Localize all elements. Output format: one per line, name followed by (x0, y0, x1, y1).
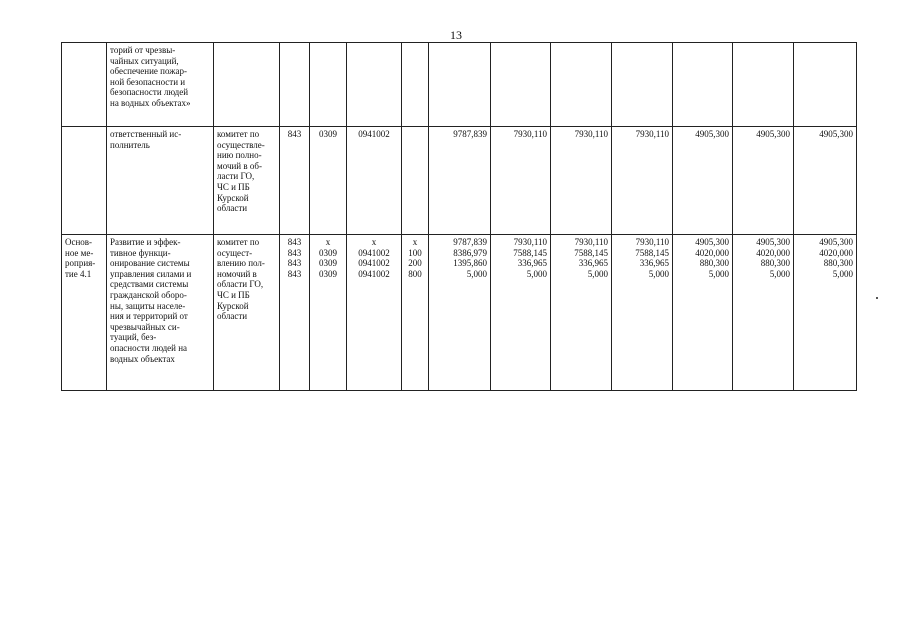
description-cell: торий от чрезвы- чайных ситуаций, обеспечение пожар- ной безопасности и безопасности людей на водных объектах» (107, 43, 214, 127)
rzpr-cell: 0309 (310, 127, 347, 235)
value-cell (612, 43, 673, 127)
grbs-cell: 843 (280, 127, 310, 235)
rzpr-cell (310, 43, 347, 127)
grbs-cell (280, 43, 310, 127)
value-cell (551, 43, 612, 127)
value-cell: 4905,300 (733, 127, 794, 235)
value-cell: 7930,110 (612, 127, 673, 235)
rzpr-cell: х 0309 0309 0309 (310, 235, 347, 391)
value-cell: 7930,110 7588,145 336,965 5,000 (491, 235, 551, 391)
name-cell (62, 43, 107, 127)
value-cell: 7930,110 (551, 127, 612, 235)
vr-cell (402, 43, 429, 127)
name-cell (62, 127, 107, 235)
executor-cell: комитет по осуществле- нию полно- мочий в об- ласти ГО, ЧС и ПБ Курской области (214, 127, 280, 235)
grbs-cell: 843 843 843 843 (280, 235, 310, 391)
csr-cell: х 0941002 0941002 0941002 (347, 235, 402, 391)
value-cell: 7930,110 7588,145 336,965 5,000 (612, 235, 673, 391)
description-cell: ответственный ис- полнитель (107, 127, 214, 235)
value-cell (429, 43, 491, 127)
name-cell: Основ- ное ме- роприя- тие 4.1 (62, 235, 107, 391)
table-row (62, 235, 857, 391)
scan-speck (876, 297, 878, 299)
value-cell: 4905,300 4020,000 880,300 5,000 (673, 235, 733, 391)
value-cell (491, 43, 551, 127)
value-cell: 7930,110 7588,145 336,965 5,000 (551, 235, 612, 391)
table-row (62, 127, 857, 235)
value-cell: 4905,300 (673, 127, 733, 235)
value-cell: 7930,110 (491, 127, 551, 235)
table-row (62, 43, 857, 127)
vr-cell (402, 127, 429, 235)
value-cell (673, 43, 733, 127)
value-cell: 4905,300 4020,000 880,300 5,000 (733, 235, 794, 391)
vr-cell: х 100 200 800 (402, 235, 429, 391)
budget-table (61, 42, 857, 391)
value-cell (733, 43, 794, 127)
executor-cell (214, 43, 280, 127)
value-cell: 4905,300 4020,000 880,300 5,000 (794, 235, 857, 391)
value-cell (794, 43, 857, 127)
executor-cell: комитет по осущест- влению пол- номочий в области ГО, ЧС и ПБ Курской области (214, 235, 280, 391)
value-cell: 9787,839 (429, 127, 491, 235)
value-cell: 9787,839 8386,979 1395,860 5,000 (429, 235, 491, 391)
csr-cell: 0941002 (347, 127, 402, 235)
description-cell: Развитие и эффек- тивное функци- онирование системы управления силами и средствами системы гражданской оборо- ны, защиты населе- ния и территорий от чрезвычайных си- туаций, без- опасности людей на водных объектах (107, 235, 214, 391)
page-number: 13 (450, 28, 462, 42)
csr-cell (347, 43, 402, 127)
value-cell: 4905,300 (794, 127, 857, 235)
